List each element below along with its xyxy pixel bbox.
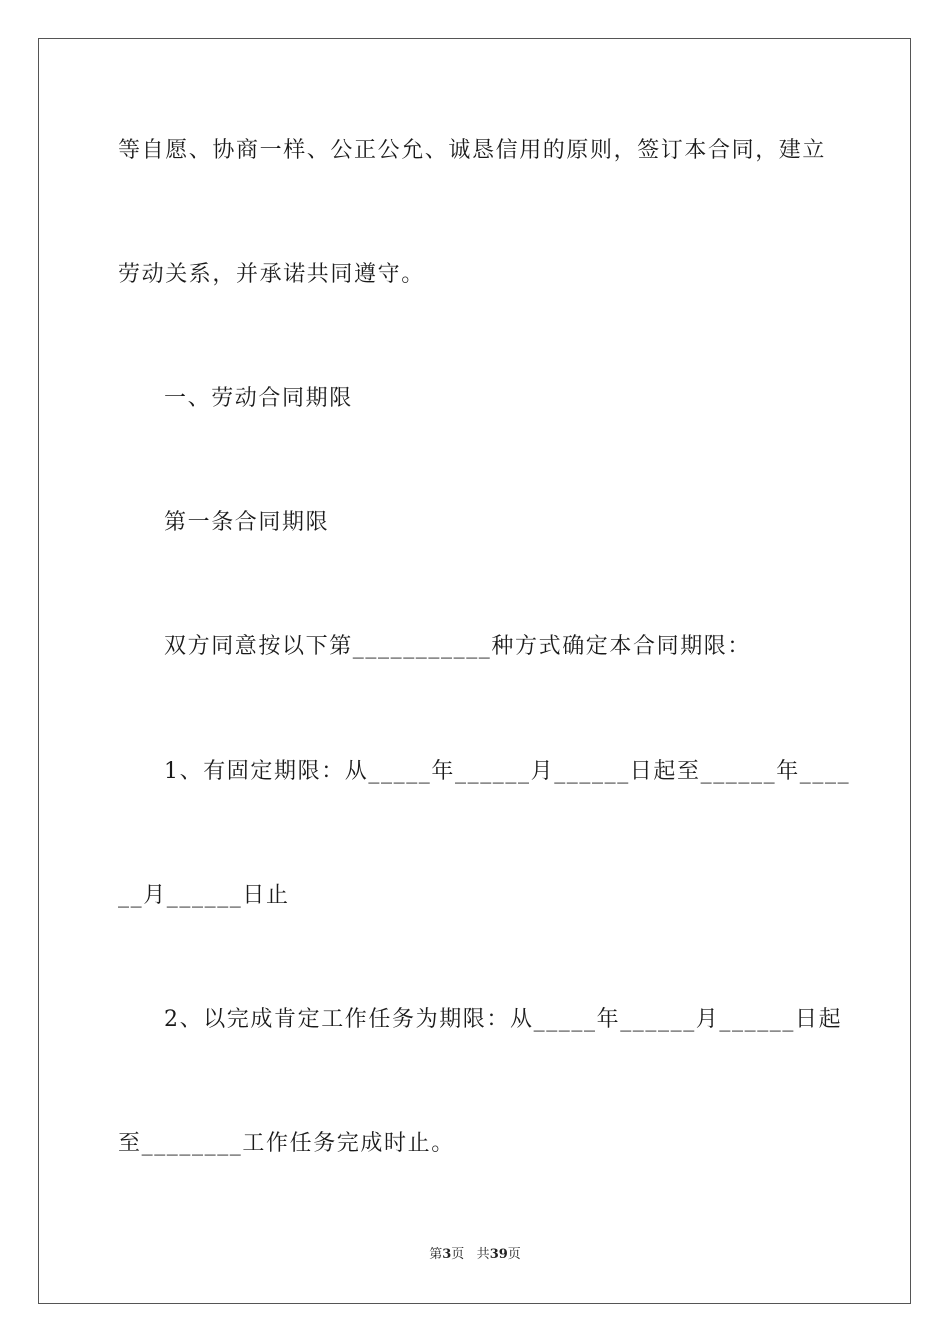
paragraph-line: 等自愿、协商一样、公正公允、诚恳信用的原则，签订本合同，建立 [118, 138, 827, 163]
total-suffix: 页 [507, 1247, 521, 1262]
paragraph-line: 劳动关系，并承诺共同遵守。 [118, 262, 425, 287]
paragraph-line: 双方同意按以下第___________种方式确定本合同期限： [164, 634, 752, 659]
section-heading: 一、劳动合同期限 [164, 386, 353, 411]
page-prefix: 第 [429, 1247, 443, 1262]
paragraph-line: 2、以完成肯定工作任务为期限：从_____年______月______日起 [164, 1007, 843, 1032]
total-pages: 39 [489, 1247, 508, 1262]
total-prefix: 共 [476, 1247, 490, 1262]
paragraph-line: __月______日止 [118, 883, 290, 908]
page-border [38, 38, 911, 1304]
paragraph-line: 至________工作任务完成时止。 [118, 1131, 455, 1156]
page-footer [0, 1246, 950, 1264]
paragraph-line: 1、有固定期限：从_____年______月______日起至______年____ [164, 759, 851, 784]
page-suffix: 页 [451, 1247, 465, 1262]
article-heading: 第一条合同期限 [164, 510, 330, 535]
page-number: 3 [442, 1247, 452, 1262]
